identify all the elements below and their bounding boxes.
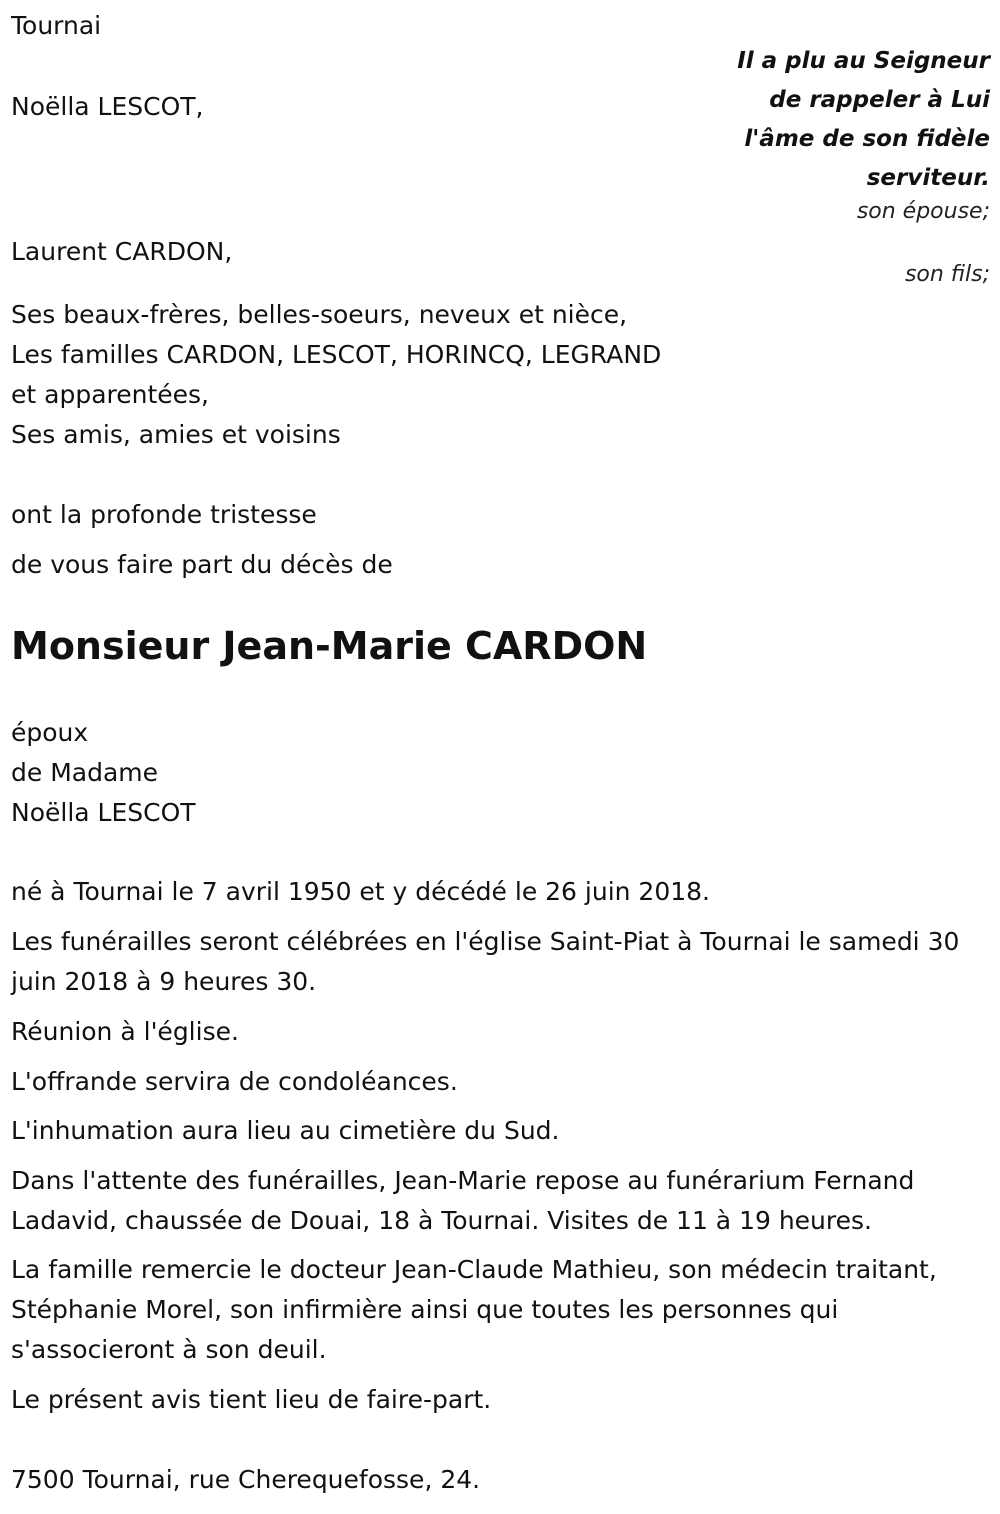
son-relation: son fils;: [904, 262, 990, 287]
deceased-spouse-line: de Madame: [11, 758, 159, 787]
relatives-line: Ses amis, amies et voisins: [11, 420, 341, 449]
deceased-spouse-line: époux: [11, 718, 89, 747]
visitation-info: Dans l'attente des funérailles, Jean-Marie repose au funérarium Fernand Ladavid, chaussée de Douai, 18 à Tournai. Visites de 11 à 19 heures.: [11, 1166, 915, 1235]
quote-line: l'âme de son fidèle: [744, 126, 990, 152]
relatives-line: et apparentées,: [11, 380, 209, 409]
announcement-line: ont la profonde tristesse: [11, 500, 317, 529]
header-city: Tournai: [11, 11, 102, 40]
relatives-line: Ses beaux-frères, belles-soeurs, neveux et nièce,: [11, 300, 628, 329]
birth-death-info: né à Tournai le 7 avril 1950 et y décédé le 26 juin 2018.: [11, 877, 710, 906]
quote-line: de rappeler à Lui: [769, 87, 990, 113]
funeral-info: Les funérailles seront célébrées en l'église Saint-Piat à Tournai le samedi 30 juin 2018 à 9 heures 30.: [11, 927, 960, 996]
relatives-list: [11, 295, 661, 455]
religious-quote: [737, 42, 990, 198]
deceased-spouse-line: Noëlla LESCOT: [11, 798, 196, 827]
notice-info: Le présent avis tient lieu de faire-part.: [11, 1385, 492, 1414]
offering-info: L'offrande servira de condoléances.: [11, 1067, 458, 1096]
deceased-spouse: [11, 713, 196, 833]
burial-info: L'inhumation aura lieu au cimetière du Sud.: [11, 1116, 560, 1145]
son-name: Laurent CARDON,: [11, 237, 233, 266]
spouse-name: Noëlla LESCOT,: [11, 92, 204, 121]
relatives-line: Les familles CARDON, LESCOT, HORINCQ, LEGRAND: [11, 340, 662, 369]
announcement-line: de vous faire part du décès de: [11, 550, 393, 579]
address: 7500 Tournai, rue Cherequefosse, 24.: [11, 1465, 481, 1494]
meeting-info: Réunion à l'église.: [11, 1017, 239, 1046]
quote-line: serviteur.: [866, 165, 990, 191]
spouse-relation: son épouse;: [856, 199, 990, 224]
deceased-name: Monsieur Jean-Marie CARDON: [11, 624, 648, 668]
quote-line: Il a plu au Seigneur: [737, 48, 990, 74]
thanks-info: La famille remercie le docteur Jean-Claude Mathieu, son médecin traitant, Stéphanie Morel, son infirmière ainsi que toutes les personnes qui s'associeront à son deuil.: [11, 1255, 937, 1364]
